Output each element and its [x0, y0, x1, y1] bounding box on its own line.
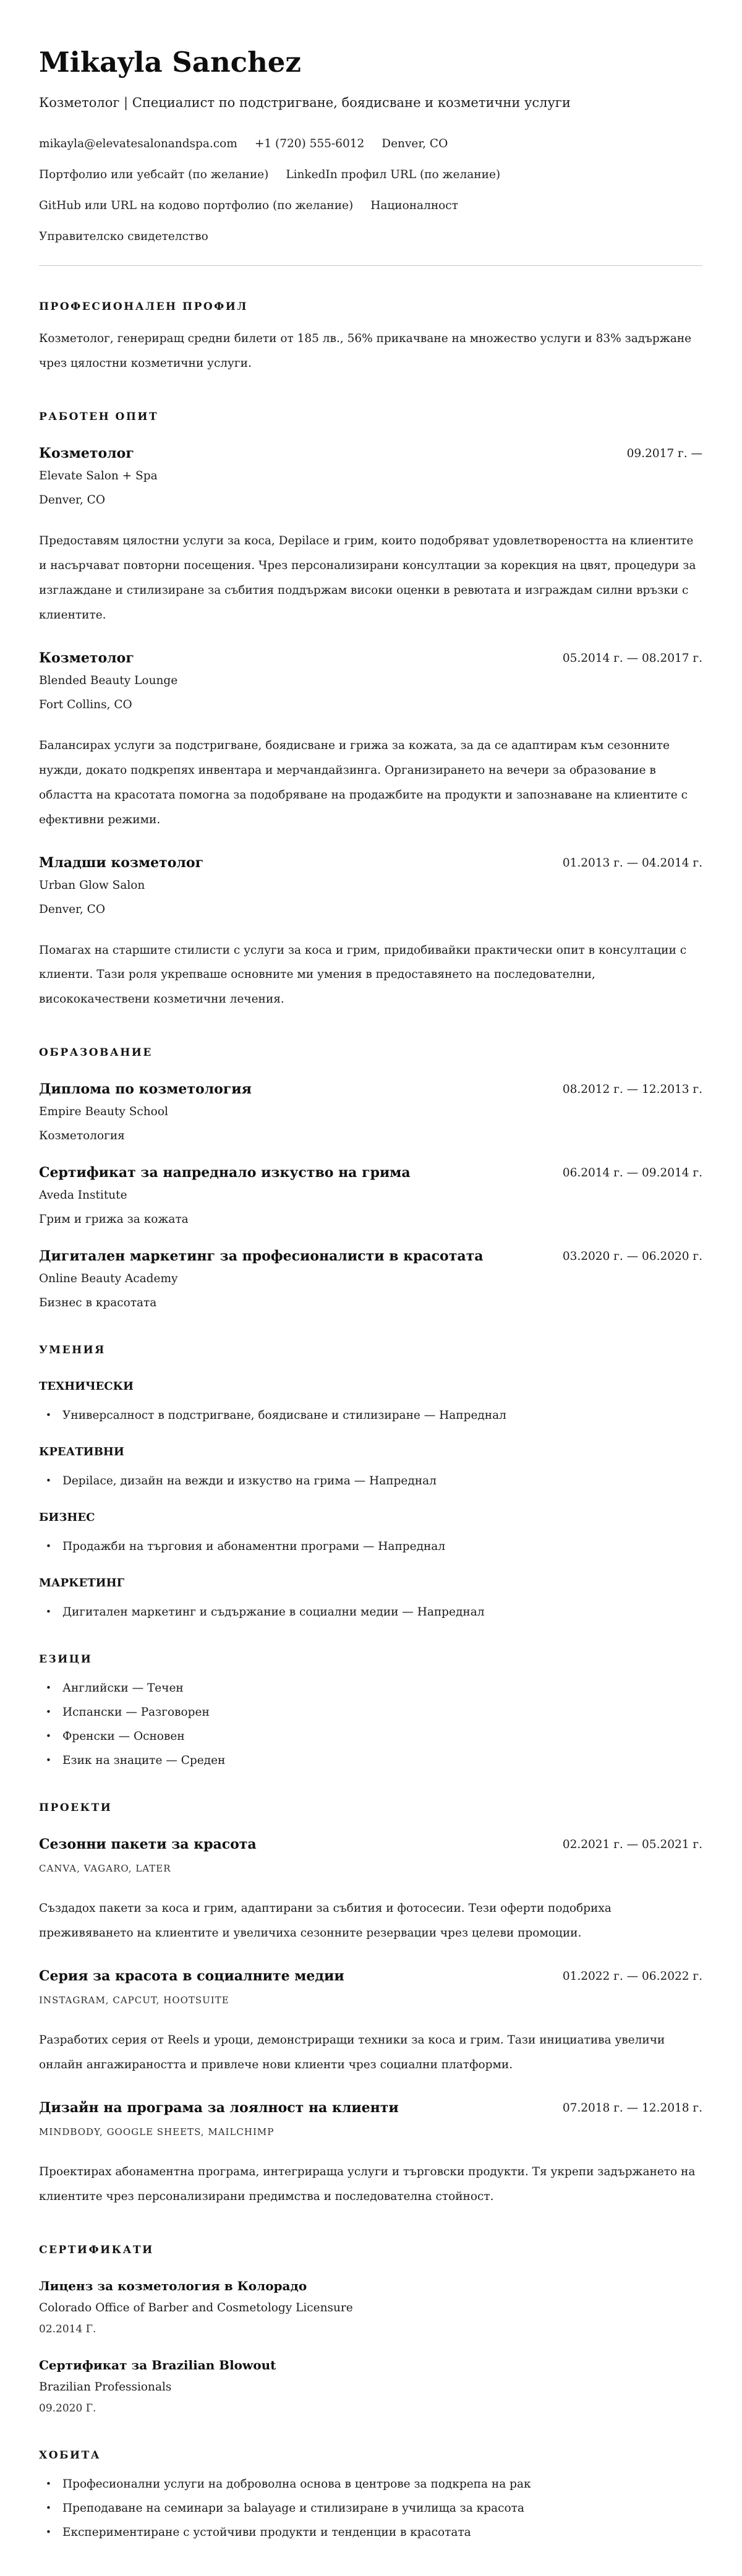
job-title: Козметолог [39, 649, 134, 666]
section-title-languages: ЕЗИЦИ [39, 1653, 93, 1666]
skill-item: • Продажби на търговия и абонаментни програми — Напреднал [39, 1540, 702, 1553]
project-name: Серия за красота в социалните медии [39, 1968, 344, 1985]
skill-item: • Универсалност в подстригване, боядисване и стилизиране — Напреднал [39, 1409, 702, 1422]
section-projects [39, 1802, 702, 2209]
contact-email: mikayla@elevatesalonandspa.com [39, 137, 237, 150]
contact-github: GitHub или URL на кодово портфолио (по желание) [39, 199, 354, 212]
job-dates: 05.2014 г. — 08.2017 г. [562, 651, 702, 665]
project-name: Дизайн на програма за лоялност на клиенти [39, 2100, 399, 2116]
contact-row-2 [39, 168, 702, 181]
contact-portfolio: Портфолио или уебсайт (по желание) [39, 168, 269, 181]
section-title-certificates: СЕРТИФИКАТИ [39, 2244, 154, 2257]
section-certificates [39, 2244, 702, 2415]
section-languages [39, 1653, 702, 1767]
project-description: Проектирах абонаментна програма, интегрираща услуги и търговски продукти. Тя укрепи задържането на клиентите чрез персонализирани предимства и последователна стойност. [39, 2165, 696, 2204]
education-entry [39, 1081, 702, 1142]
job-entry-head [39, 650, 702, 666]
certificate-name: Лиценз за козметология в Колорадо [39, 2279, 307, 2294]
section-profile [39, 301, 702, 376]
certificate-org: Brazilian Professionals [39, 2381, 172, 2394]
job-description: Помагах на старшите стилисти с услуги за коса и грим, придобивайки практически опит в консултации с клиенти. Тази роля укрепваше основните ми умения в предоставянето на последователни, висококачествени козметични лечения. [39, 943, 687, 1006]
language-list [39, 1682, 702, 1767]
education-entry-head [39, 1081, 702, 1097]
education-degree: Сертификат за напреднало изкуство на грима [39, 1165, 411, 1181]
education-entry [39, 1248, 702, 1309]
job-location: Denver, CO [39, 493, 105, 507]
hobby-item: • Професионални услуги на доброволна основа в центрове за подкрепа на рак [39, 2478, 702, 2491]
certificate-name: Сертификат за Brazilian Blowout [39, 2358, 276, 2373]
contact-row-1 [39, 137, 702, 150]
job-location: Fort Collins, CO [39, 698, 132, 711]
language-item: • Испански — Разговорен [39, 1706, 702, 1719]
skill-list [39, 1409, 702, 1422]
contact-driving-license: Управителско свидетелство [39, 230, 208, 243]
education-entry-head [39, 1248, 702, 1264]
section-title-education: ОБРАЗОВАНИЕ [39, 1046, 153, 1059]
skill-group-label: ТЕХНИЧЕСКИ [39, 1380, 134, 1393]
skill-group-label: КРЕАТИВНИ [39, 1445, 124, 1459]
section-hobbies [39, 2449, 702, 2539]
job-title: Младши козметолог [39, 854, 204, 871]
job-title: Козметолог [39, 445, 134, 461]
section-title-hobbies: ХОБИТА [39, 2449, 101, 2462]
certificate-date: 02.2014 Г. [39, 2323, 96, 2336]
section-education [39, 1046, 702, 1309]
education-school: Empire Beauty School [39, 1105, 168, 1119]
education-dates: 03.2020 г. — 06.2020 г. [562, 1250, 702, 1264]
section-title-profile: ПРОФЕСИОНАЛЕН ПРОФИЛ [39, 301, 248, 313]
section-title-experience: РАБОТЕН ОПИТ [39, 410, 159, 423]
education-field: Грим и грижа за кожата [39, 1213, 189, 1226]
contact-row-3 [39, 199, 702, 212]
certificate-org: Colorado Office of Barber and Cosmetology Licensure [39, 2301, 353, 2315]
project-entry-head [39, 2100, 702, 2116]
project-name: Сезонни пакети за красота [39, 1836, 257, 1853]
project-description: Разработих серия от Reels и уроци, демонстриращи техники за коса и грим. Тази инициатива увеличи онлайн ангажираността и привлече нови клиенти чрез социални платформи. [39, 2034, 665, 2072]
language-item: • Английски — Течен [39, 1682, 702, 1695]
certificate-entry [39, 2279, 702, 2335]
skill-list [39, 1606, 702, 1619]
education-degree: Диплома по козметология [39, 1081, 252, 1098]
header-divider [39, 265, 702, 266]
project-tools: INSTAGRAM, CAPCUT, HOOTSUITE [39, 1995, 229, 2006]
job-dates: 09.2017 г. — [626, 447, 702, 460]
hobby-item: • Преподаване на семинари за balayage и стилизиране в училища за красота [39, 2502, 702, 2515]
hobby-list [39, 2478, 702, 2539]
project-entry-head [39, 1836, 702, 1852]
language-item: • Френски — Основен [39, 1730, 702, 1743]
education-degree: Дигитален маркетинг за професионалисти в красотата [39, 1248, 484, 1265]
job-description: Балансирах услуги за подстригване, боядисване и грижа за кожата, за да се адаптирам към сезонните нужди, докато подкрепях инвентара и мерчандайзинга. Организирането на вечери за образование в областта на красотата помогна за подобряване на продажбите на продукти и запознаване на клиентите с ефективни режими. [39, 738, 688, 826]
skill-item: • Depilace, дизайн на вежди и изкуство на грима — Напреднал [39, 1474, 702, 1487]
education-school: Online Beauty Academy [39, 1272, 178, 1286]
contact-linkedin: LinkedIn профил URL (по желание) [286, 168, 501, 181]
certificate-entry [39, 2358, 702, 2415]
education-field: Бизнес в красотата [39, 1296, 157, 1310]
hobby-item: • Експериментиране с устойчиви продукти и тенденции в красотата [39, 2526, 702, 2539]
contact-nationality: Националност [370, 199, 458, 212]
job-company: Blended Beauty Lounge [39, 674, 178, 687]
project-tools: CANVA, VAGARO, LATER [39, 1863, 171, 1875]
contact-location: Denver, CO [382, 137, 448, 150]
job-entry [39, 445, 702, 628]
job-company: Elevate Salon + Spa [39, 469, 158, 482]
contact-row-4 [39, 230, 702, 243]
skill-list [39, 1474, 702, 1487]
job-company: Urban Glow Salon [39, 878, 145, 892]
section-title-skills: УМЕНИЯ [39, 1344, 106, 1357]
skill-list [39, 1540, 702, 1553]
project-entry [39, 1836, 702, 1946]
candidate-headline: Козметолог | Специалист по подстригване, боядисване и козметични услуги [39, 95, 571, 110]
project-dates: 02.2021 г. — 05.2021 г. [562, 1838, 702, 1852]
job-entry [39, 650, 702, 832]
language-item: • Език на знаците — Среден [39, 1754, 702, 1767]
education-entry-head [39, 1165, 702, 1181]
candidate-name: Mikayla Sanchez [39, 46, 301, 79]
project-entry-head [39, 1968, 702, 1984]
skill-group-label: БИЗНЕС [39, 1511, 95, 1525]
education-dates: 06.2014 г. — 09.2014 г. [562, 1166, 702, 1180]
education-entry [39, 1165, 702, 1226]
project-tools: MINDBODY, GOOGLE SHEETS, MAILCHIMP [39, 2126, 275, 2138]
certificate-date: 09.2020 Г. [39, 2402, 96, 2415]
project-dates: 01.2022 г. — 06.2022 г. [562, 1970, 702, 1983]
job-dates: 01.2013 г. — 04.2014 г. [562, 856, 702, 870]
education-school: Aveda Institute [39, 1189, 127, 1202]
section-experience [39, 411, 702, 1012]
job-entry [39, 855, 702, 1012]
project-description: Създадох пакети за коса и грим, адаптирани за събития и фотосесии. Тези оферти подобриха преживяването на клиентите и увеличиха сезонните резервации чрез целеви промоции. [39, 1902, 612, 1940]
section-skills [39, 1344, 702, 1619]
profile-summary: Козметолог, генериращ средни билети от 185 лв., 56% прикачване на множество услуги и 83% задържане чрез цялостни козметични услуги. [39, 332, 692, 370]
project-dates: 07.2018 г. — 12.2018 г. [562, 2102, 702, 2115]
skill-item: • Дигитален маркетинг и съдържание в социални медии — Напреднал [39, 1606, 702, 1619]
project-entry [39, 1968, 702, 2077]
job-location: Denver, CO [39, 902, 105, 916]
contact-phone: +1 (720) 555-6012 [254, 137, 365, 150]
project-entry [39, 2100, 702, 2209]
section-title-projects: ПРОЕКТИ [39, 1802, 113, 1815]
education-field: Козметология [39, 1129, 125, 1143]
job-description: Предоставям цялостни услуги за коса, Depilace и грим, които подобряват удовлетвореността на клиентите и насърчават повторни посещения. Чрез персонализирани консултации за корекция на цвят, процедури за изглаждане и стилизиране за събития поддържам високи оценки в ревютата и изграждам силни връзки с клиентите. [39, 534, 696, 622]
job-entry-head [39, 445, 702, 461]
skill-group-label: МАРКЕТИНГ [39, 1577, 125, 1590]
education-dates: 08.2012 г. — 12.2013 г. [562, 1083, 702, 1097]
job-entry-head [39, 855, 702, 871]
